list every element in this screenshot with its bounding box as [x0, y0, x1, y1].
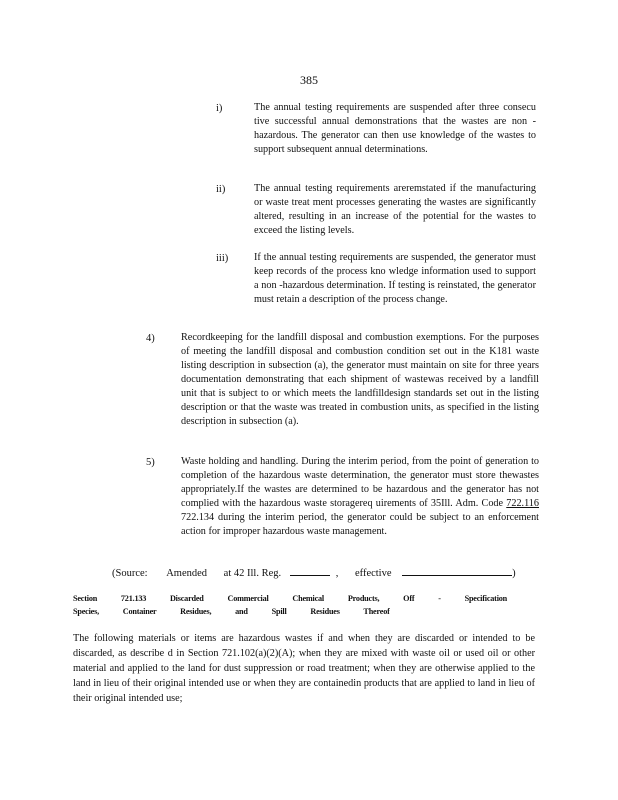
subitem-label-i: i): [216, 103, 223, 114]
page-number: 385: [300, 73, 318, 87]
section-paragraph: The following materials or items are hazardous wastes if and when they are discarded or intended to be discarded, as describe d in Section 721.102(a)(2)(A); when they are mixed with waste oil or used oil or other material and applied to the land for dust suppression or road treatment; when they are otherwise applied to the land in lieu of their original intended use or when they are containedin products that are applied to land in lieu of their original intended use;: [73, 633, 535, 704]
source-note: [112, 565, 516, 579]
subitem-text-ii: The annual testing requirements areremstated if the manufacturing or waste treat ment processes generating the wastes are significantly altered, resulting in an increase of the potential for the wastes to exceed the listing levels.: [254, 183, 536, 236]
subitem-label-iii: iii): [216, 253, 229, 264]
source-comma: ,: [335, 568, 339, 579]
subitem-text-i: The annual testing requirements are suspended after three consecu tive successful annual demonstrations that the wastes are non -hazardous. The generator can then use knowledge of the wastes to support subsequent annual determinations.: [254, 102, 536, 155]
item-number-4: 4): [146, 333, 155, 344]
source-close: ): [512, 568, 516, 579]
source-amended: Amended: [166, 568, 208, 579]
item-number-5: 5): [146, 457, 155, 468]
subitem-text-iii: If the annual testing requirements are suspended, the generator must keep records of the process kno wledge information used to support a non -hazardous determination. If testing is reinstated, the generator must retain a description of the process change.: [254, 252, 536, 305]
code-reference-link: 722.116: [506, 498, 539, 509]
section-heading: Section 721.133 Discarded Commercial Chemical Products, Off - Specification Species, Container Residues, and Spill Residues Thereof: [73, 594, 508, 616]
source-effective: effective: [354, 568, 392, 579]
effective-date-blank: [402, 565, 512, 576]
item-text-5: [181, 455, 539, 539]
item-5-text-start: Waste holding and handling. During the interim period, from the point of generation to completion of the hazardous waste determination, the generator must store thewastes appropriately.If the wastes are determined to be hazardous and the generator has not complied with the hazardous waste storagereq uirements of 35Ill. Adm. Code: [181, 456, 539, 509]
register-blank: [290, 565, 330, 576]
item-text-4: Recordkeeping for the landfill disposal and combustion exemptions. For the purposes of meeting the landfill disposal and combustion condition set out in the K181 waste listing description in subsection (a), the generator must maintain on site for three years documentation demonstrating that each shipment of wastewas received by a landfill unit that is subject to or which meets the landfilldesign standards set out in the listing description or that the waste was treated in combustion units, as specified in the listing description in subsection (a).: [181, 332, 539, 427]
item-5-text-end: 722.134 during the interim period, the generator could be subject to an enforcement action for improper hazardous waste management.: [181, 512, 539, 537]
source-open: (Source:: [112, 568, 148, 579]
subitem-label-ii: ii): [216, 184, 226, 195]
source-register: at 42 Ill. Reg.: [223, 568, 282, 579]
